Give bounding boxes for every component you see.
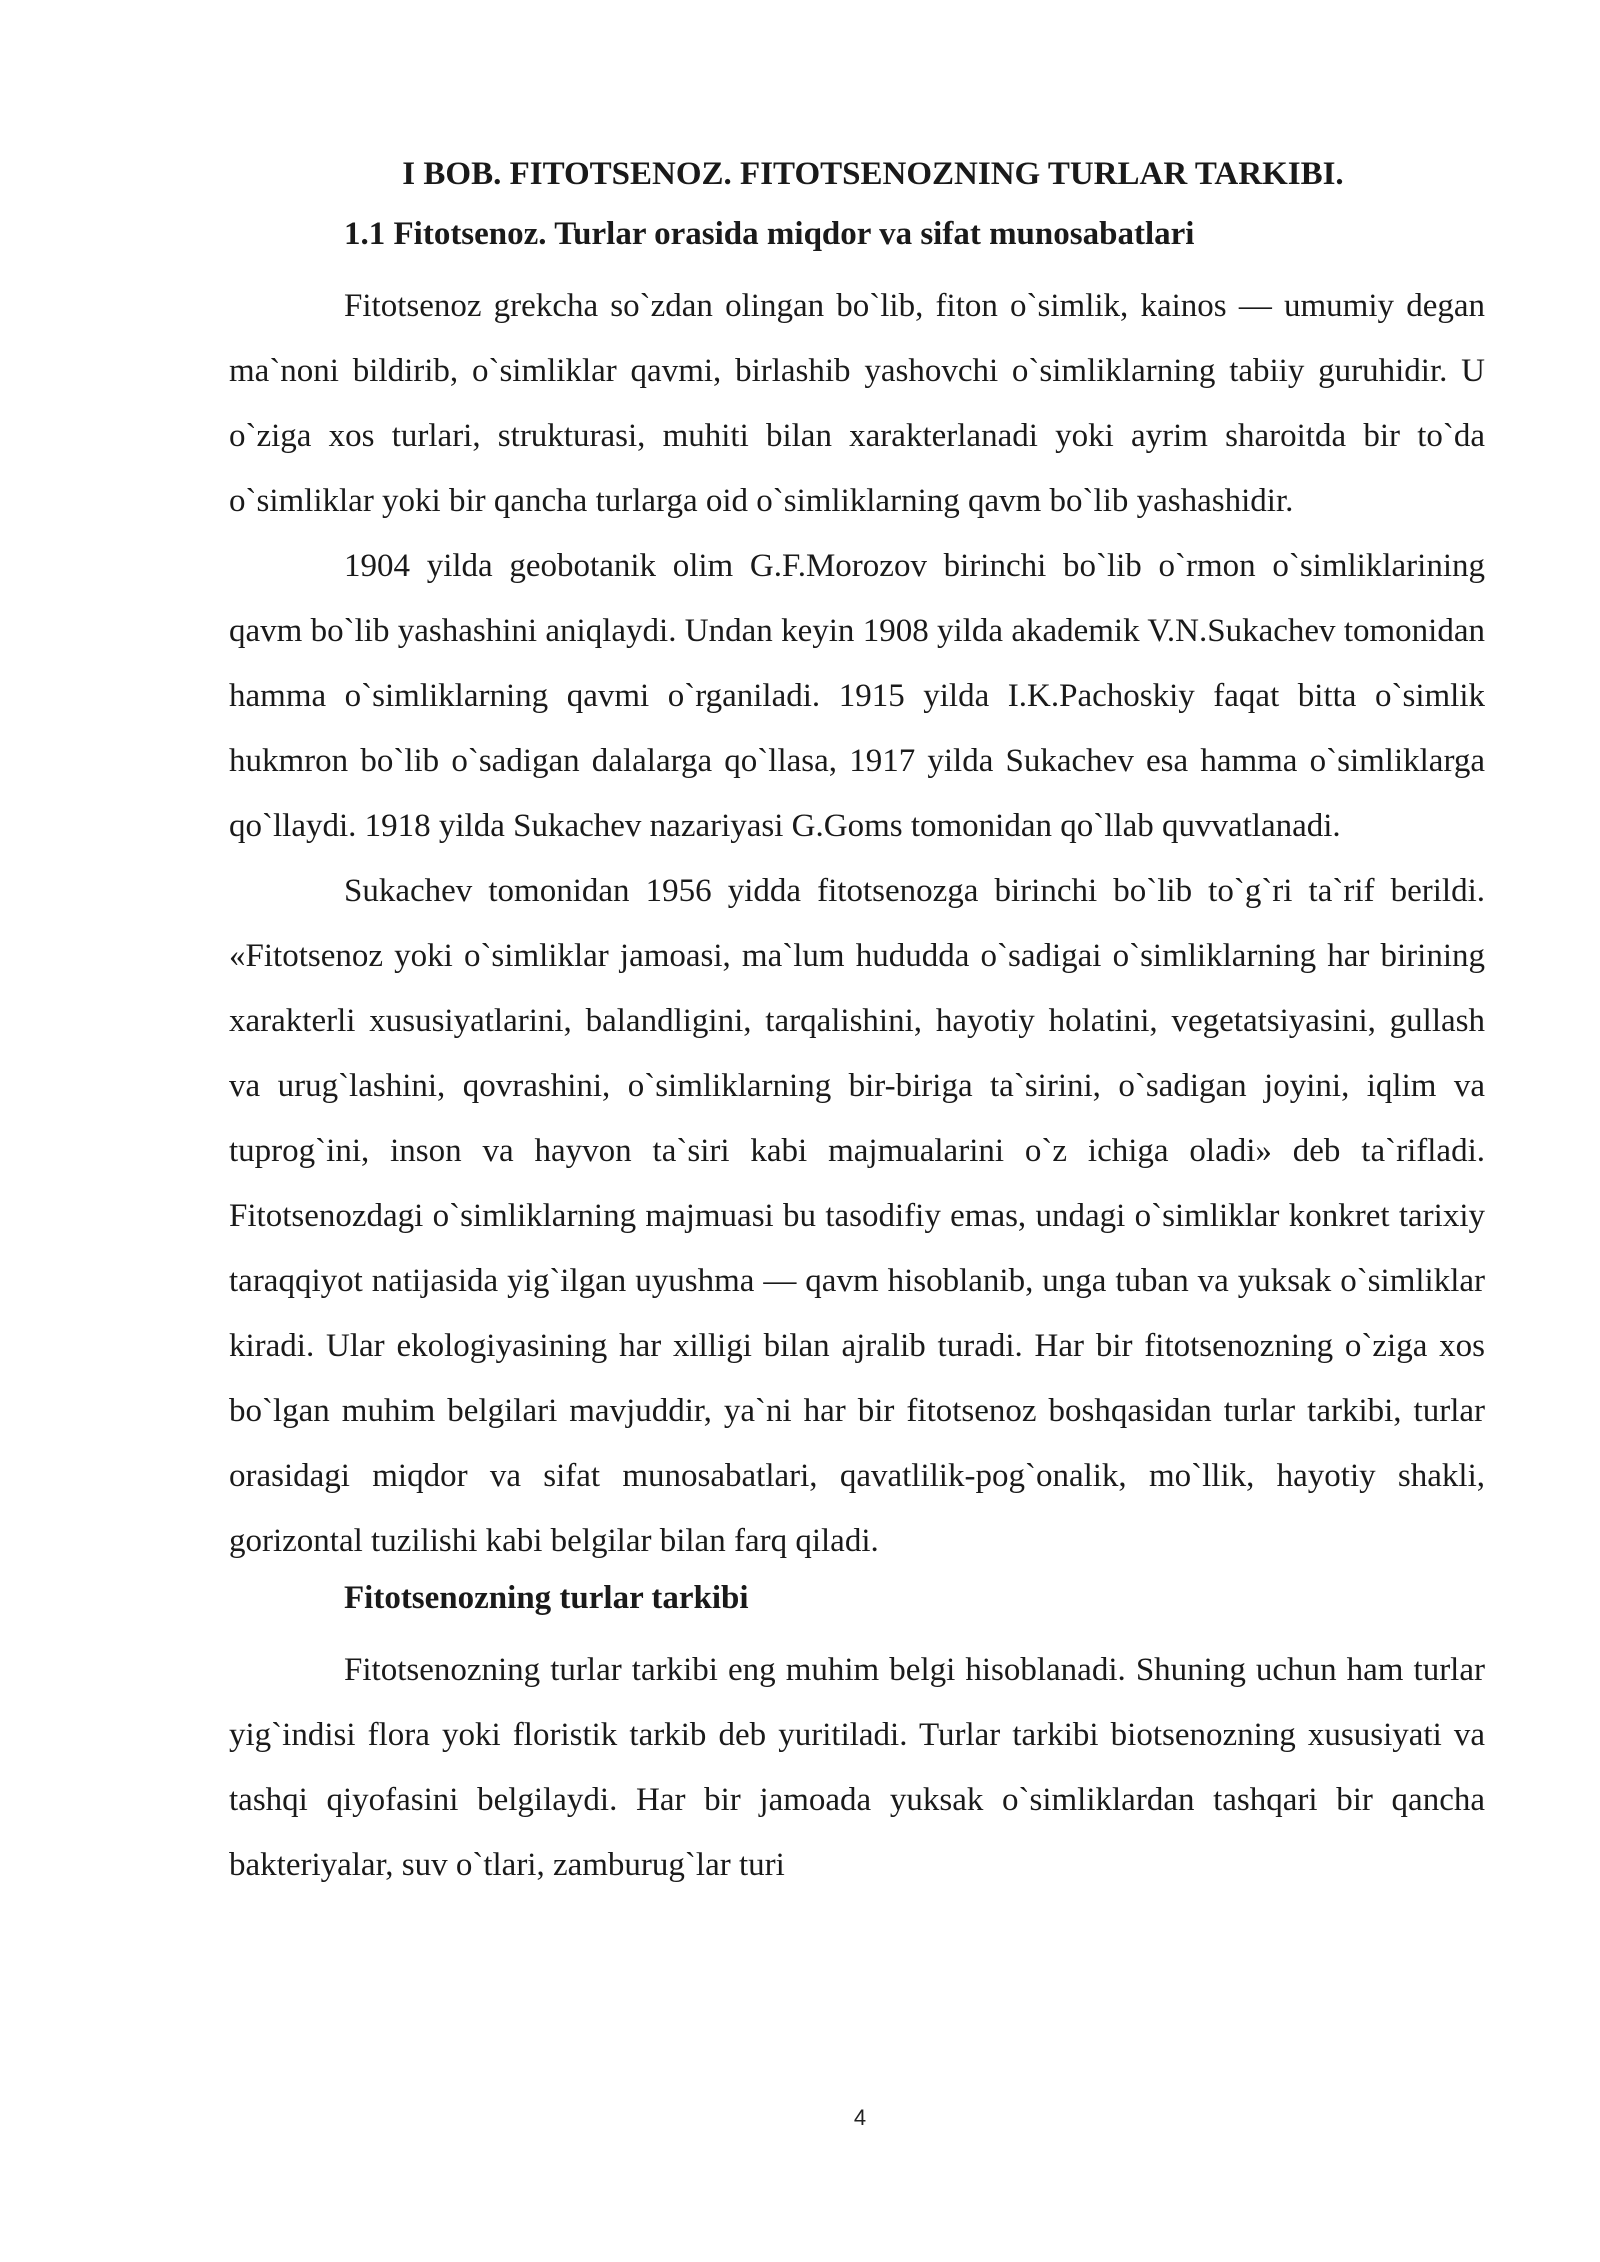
chapter-title: I BOB. FITOTSENOZ. FITOTSENOZNING TURLAR TARKIBI. xyxy=(402,156,1344,192)
body-paragraph: Fitotsenozning turlar tarkibi eng muhim belgi hisoblanadi. Shuning uchun ham turlar yig`indisi flora yoki floristik tarkib deb yuritiladi. Turlar tarkibi biotsenozning xususiyati va tashqi qiyofasini belgilaydi. Har bir jamoada yuksak o`simliklardan tashqari bir qancha bakteriyalar, suv o`tlari, zamburug`lar turi xyxy=(229,1652,1485,1883)
subsection-title: Fitotsenozning turlar tarkibi xyxy=(344,1580,749,1616)
document-page xyxy=(229,150,1485,1898)
body-paragraph: Fitotsenoz grekcha so`zdan olingan bo`lib, fiton o`simlik, kainos — umumiy degan ma`noni bildirib, o`simliklar qavmi, birlashib yashovchi o`simliklarning tabiiy guruhidir. U o`ziga xos turlari, strukturasi, muhiti bilan xarakterlanadi yoki ayrim sharoitda bir to`da o`simliklar yoki bir qancha turlarga oid o`simliklarning qavm bo`lib yashashidir. xyxy=(229,288,1485,519)
body-paragraph: 1904 yilda geobotanik olim G.F.Morozov birinchi bo`lib o`rmon o`simliklarining qavm bo`lib yashashini aniqlaydi. Undan keyin 1908 yilda akademik V.N.Sukachev tomonidan hamma o`simliklarning qavmi o`rganiladi. 1915 yilda I.K.Pachoskiy faqat bitta o`simlik hukmron bo`lib o`sadigan dalalarga qo`llasa, 1917 yilda Sukachev esa hamma o`simliklarga qo`llaydi. 1918 yilda Sukachev nazariyasi G.Goms tomonidan qo`llab quvvatlanadi. xyxy=(229,548,1485,844)
page-number: 4 xyxy=(853,2105,867,2130)
section-title: 1.1 Fitotsenoz. Turlar orasida miqdor va sifat munosabatlari xyxy=(344,216,1195,252)
body-paragraph: Sukachev tomonidan 1956 yidda fitotsenozga birinchi bo`lib to`g`ri ta`rif berildi. «Fitotsenoz yoki o`simliklar jamoasi, ma`lum hududda o`sadigai o`simliklarning har birining xarakterli xususiyatlarini, balandligini, tarqalishini, hayotiy holatini, vegetatsiyasini, gullash va urug`lashini, qovrashini, o`simliklarning bir-biriga ta`sirini, o`sadigan joyini, iqlim va tuprog`ini, inson va hayvon ta`siri kabi majmualarini o`z ichiga oladi» deb ta`rifladi. Fitotsenozdagi o`simliklarning majmuasi bu tasodifiy emas, undagi o`simliklar konkret tarixiy taraqqiyot natijasida yig`ilgan uyushma — qavm hisoblanib, unga tuban va yuksak o`simliklar kiradi. Ular ekologiyasining har xilligi bilan ajralib turadi. Har bir fitotsenozning o`ziga xos bo`lgan muhim belgilari mavjuddir, ya`ni har bir fitotsenoz boshqasidan turlar tarkibi, turlar orasidagi miqdor va sifat munosabatlari, qavatlilik-pog`onalik, mo`llik, hayotiy shakli, gorizontal tuzilishi kabi belgilar bilan farq qiladi. xyxy=(229,873,1485,1559)
